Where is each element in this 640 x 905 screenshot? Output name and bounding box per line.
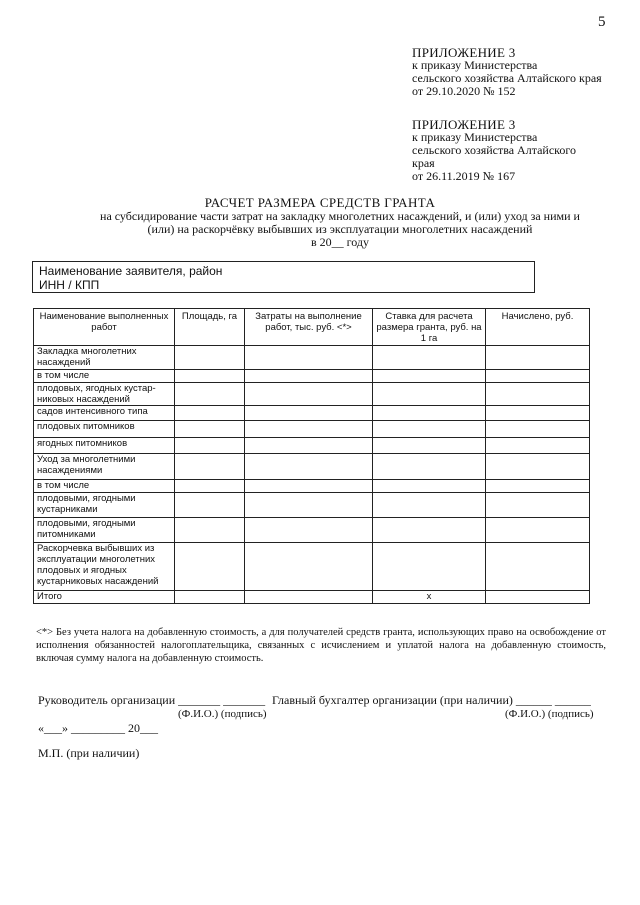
row-label: плодовыми, ягодными питомниками [34, 518, 175, 543]
date-line: «___» _________ 20___ [38, 721, 158, 735]
table-row [34, 370, 590, 383]
row-label: ягодных питомников [34, 438, 175, 454]
row-label: плодовых, ягодных кустар-никовых насаждений [34, 383, 175, 406]
accountant-signature-line [272, 693, 591, 708]
grant-calculation-table [33, 308, 590, 604]
subtitle-year: в 20__ году [310, 235, 370, 249]
appendix-line: сельского хозяйства Алтайского края [412, 71, 602, 85]
head-label: Руководитель организации [38, 693, 176, 707]
fio-caption: (Ф.И.О.) [178, 708, 219, 720]
subtitle-line: (или) на раскорчёвку выбывших из эксплуатации многолетних насаждений [147, 222, 533, 236]
appendix-current [412, 46, 602, 98]
row-label: Закладка многолетних насаждений [34, 346, 175, 370]
footnote: <*> Без учета налога на добавленную стоимость, а для получателей средств гранта, использующих право на освобождение от исполнения обязанностей налогоплательщика, связанных с исчислением и уплатой налога на добавленную стоимость, включая сумму налога на добавленную стоимость. [36, 627, 606, 664]
row-label: Раскорчевка выбывших из эксплуатации многолетних плодовых и ягодных кустарниковых насаждений [34, 543, 175, 591]
appendix-line: от 29.10.2020 № 152 [412, 84, 516, 98]
row-label: садов интенсивного типа [34, 406, 175, 421]
appendix-heading: ПРИЛОЖЕНИЕ 3 [412, 117, 516, 132]
appendix-line: края [412, 156, 435, 170]
applicant-name-label: Наименование заявителя, район [39, 264, 223, 278]
row-label: в том числе [34, 480, 175, 493]
stamp-label: М.П. (при наличии) [38, 746, 140, 760]
appendix-heading: ПРИЛОЖЕНИЕ 3 [412, 45, 516, 60]
fio-caption: (Ф.И.О.) [505, 708, 546, 720]
header-work-name: Наименование выполненных работ [34, 309, 175, 346]
appendix-previous [412, 118, 576, 183]
appendix-line: к приказу Министерства [412, 130, 538, 144]
document-title: РАСЧЕТ РАЗМЕРА СРЕДСТВ ГРАНТА [204, 195, 436, 210]
table-header-row [34, 309, 590, 346]
header-costs: Затраты на выполнение работ, тыс. руб. <*> [245, 309, 373, 346]
table-row [34, 421, 590, 438]
accountant-label: Главный бухгалтер организации (при наличии) [272, 693, 513, 707]
table-row [34, 438, 590, 454]
table-row [34, 406, 590, 421]
header-area: Площадь, га [175, 309, 245, 346]
accountant-blank: ______ ______ [515, 693, 591, 707]
appendix-line: от 26.11.2019 № 167 [412, 169, 516, 183]
table-row [34, 543, 590, 591]
applicant-inn-label: ИНН / КПП [39, 278, 100, 292]
sign-caption: (подпись) [547, 708, 594, 720]
total-rate-cell: x [373, 591, 486, 604]
accountant-caption [505, 708, 594, 720]
head-signature-line [38, 693, 265, 708]
table-row [34, 454, 590, 480]
row-label: в том числе [34, 370, 175, 383]
page-number: 5 [598, 14, 606, 30]
applicant-box [32, 261, 535, 293]
row-label: Итого [34, 591, 175, 604]
row-label: Уход за многолетними насаждениями [34, 454, 175, 480]
header-rate: Ставка для расчета размера гранта, руб. на 1 га [373, 309, 486, 346]
table-row [34, 518, 590, 543]
table-row-total [34, 591, 590, 604]
head-caption [178, 708, 267, 720]
head-blank: _______ _______ [178, 693, 266, 707]
row-label: плодовыми, ягодными кустарниками [34, 493, 175, 518]
subtitle-line: на субсидирование части затрат на закладку многолетних насаждений, и (или) уход за ними и [100, 209, 580, 223]
table-row [34, 480, 590, 493]
appendix-line: к приказу Министерства [412, 58, 538, 72]
row-label: плодовых питомников [34, 421, 175, 438]
table-row [34, 346, 590, 370]
table-row [34, 383, 590, 406]
table-row [34, 493, 590, 518]
sign-caption: (подпись) [220, 708, 267, 720]
header-accrued: Начислено, руб. [486, 309, 590, 346]
appendix-line: сельского хозяйства Алтайского [412, 143, 577, 157]
